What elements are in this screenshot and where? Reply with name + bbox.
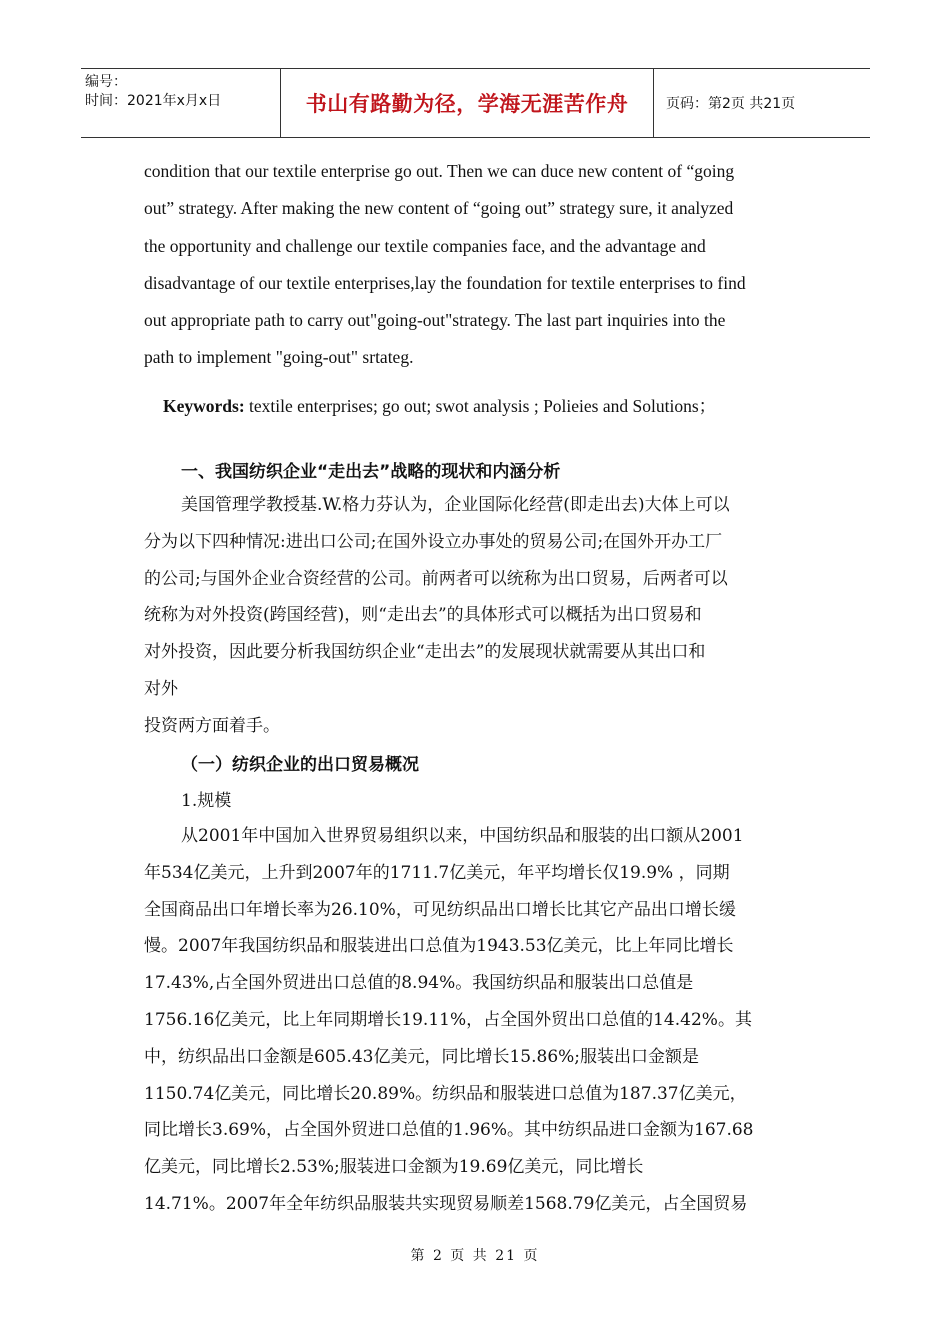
paragraph-line: 的公司;与国外企业合资经营的公司。前两者可以统称为出口贸易，后两者可以 <box>144 568 728 589</box>
page-footer: 第 2 页 共 21 页 <box>410 1248 540 1264</box>
abstract-line: out appropriate path to carry out"going-out"strategy. The last part inquiries into the <box>144 310 726 331</box>
subsection-item: 1.规模 <box>181 791 232 811</box>
section-heading: 一、我国纺织企业“走出去”战略的现状和内涵分析 <box>181 462 561 482</box>
paragraph-line: 同比增长3.69%，占全国外贸进口总值的1.96%。其中纺织品进口金额为167.68 <box>144 1120 754 1141</box>
page-header <box>81 68 870 138</box>
intro-paragraph <box>144 487 806 745</box>
paragraph-line: 全国商品出口年增长率为26.10%，可见纺织品出口增长比其它产品出口增长缓 <box>144 899 736 920</box>
paragraph-line: 14.71%。2007年全年纺织品服装共实现贸易顺差1568.79亿美元，占全国贸易 <box>144 1193 748 1214</box>
scale-paragraph <box>144 818 806 1223</box>
abstract-line: path to implement "going-out" srtateg. <box>144 347 414 368</box>
paragraph-line: 统称为对外投资(跨国经营)，则“走出去”的具体形式可以概括为出口贸易和 <box>144 605 702 626</box>
abstract-line: the opportunity and challenge our textile companies face, and the advantage and <box>144 235 706 256</box>
keywords-label: Keywords: <box>163 396 245 416</box>
abstract-line: condition that our textile enterprise go out. Then we can duce new content of “going <box>144 161 735 181</box>
abstract-paragraph <box>144 153 806 377</box>
abstract-line: out” strategy. After making the new content of “going out” strategy sure, it analyzed <box>144 198 734 219</box>
paragraph-line: 分为以下四种情况:进出口公司;在国外设立办事处的贸易公司;在国外开办工厂 <box>144 531 723 552</box>
subsection-heading: （一）纺织企业的出口贸易概况 <box>181 755 419 775</box>
paragraph-line: 亿美元，同比增长2.53%;服装进口金额为19.69亿美元，同比增长 <box>144 1157 644 1178</box>
paragraph-line: 对外 <box>144 678 178 699</box>
paragraph-line: 年534亿美元，上升到2007年的1711.7亿美元，年平均增长仅19.9% ，同期 <box>144 862 730 883</box>
code-label: 编号： <box>85 74 127 90</box>
paragraph-line: 美国管理学教授基.W.格力芬认为，企业国际化经营(即走出去)大体上可以 <box>181 495 730 515</box>
header-meta <box>81 69 281 137</box>
paragraph-line: 中，纺织品出口金额是605.43亿美元，同比增长15.86%;服装出口金额是 <box>144 1046 700 1067</box>
paragraph-line: 1150.74亿美元，同比增长20.89%。纺织品和服装进口总值为187.37亿美元， <box>144 1083 747 1104</box>
keywords-text: textile enterprises; go out; swot analysis ; Polieies and Solutions； <box>244 396 717 416</box>
paragraph-line: 从2001年中国加入世界贸易组织以来，中国纺织品和服装的出口额从2001 <box>181 826 744 846</box>
paragraph-line: 17.43%,占全国外贸进出口总值的8.94%。我国纺织品和服装出口总值是 <box>144 973 694 994</box>
time-label: 时间：2021年x月x日 <box>85 93 222 109</box>
keywords <box>163 391 716 421</box>
paragraph-line: 慢。2007年我国纺织品和服装进出口总值为1943.53亿美元，比上年同比增长 <box>144 936 734 957</box>
paragraph-line: 对外投资，因此要分析我国纺织企业“走出去”的发展现状就需要从其出口和 <box>144 642 706 663</box>
header-page-info: 页码：第2页 共21页 <box>666 96 796 112</box>
abstract-line: disadvantage of our textile enterprises,lay the foundation for textile enterprises to find <box>144 272 746 293</box>
paragraph-line: 1756.16亿美元，比上年同期增长19.11%，占全国外贸出口总值的14.42%。其 <box>144 1009 752 1030</box>
header-motto: 书山有路勤为径，学海无涯苦作舟 <box>281 69 654 137</box>
paragraph-line: 投资两方面着手。 <box>144 715 280 736</box>
